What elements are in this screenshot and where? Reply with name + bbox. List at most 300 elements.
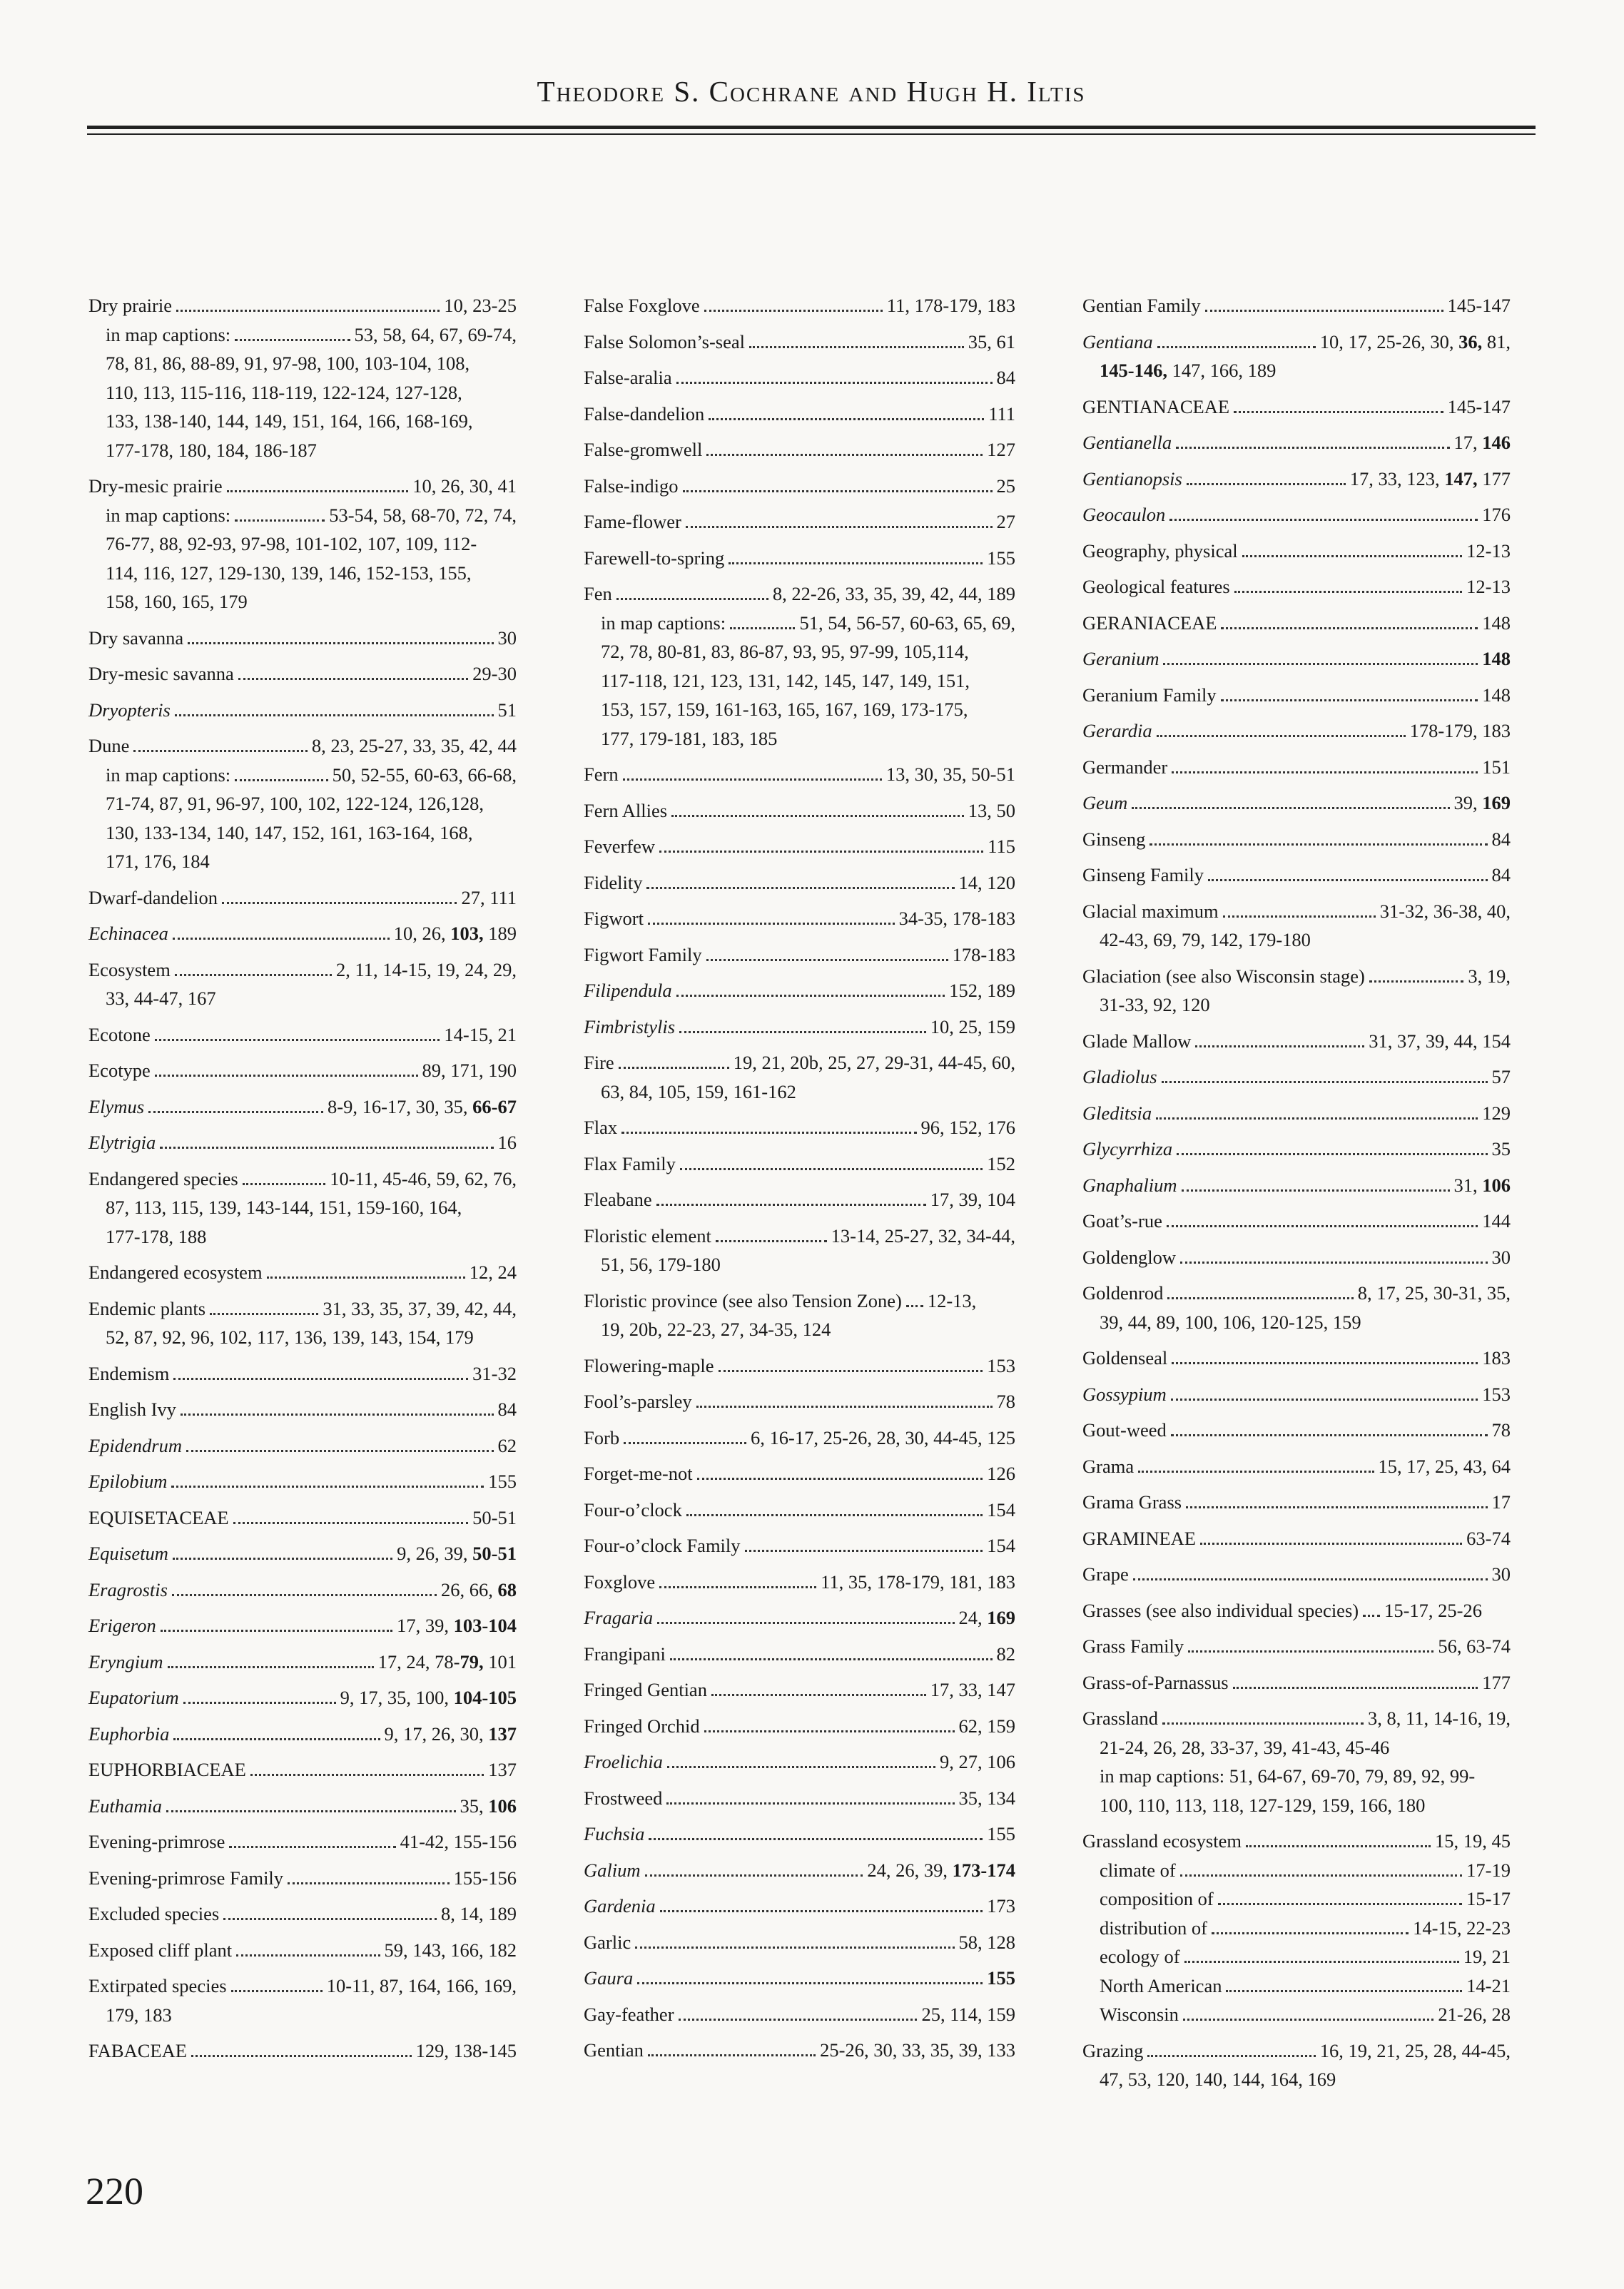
page-ref: 12-13,	[927, 1289, 977, 1311]
dot-leader	[657, 1622, 954, 1624]
page-refs	[940, 1747, 1015, 1777]
index-line	[584, 1496, 1015, 1525]
page-refs	[444, 291, 517, 320]
page-refs	[1492, 861, 1511, 890]
page-refs	[1448, 291, 1511, 320]
index-term: Dry-mesic savanna	[88, 663, 234, 684]
index-line	[88, 1720, 517, 1749]
page-ref: 2, 11, 14-15, 19, 24, 29,	[336, 958, 517, 980]
index-line	[584, 760, 1015, 789]
index-entry	[584, 1185, 1015, 1214]
index-term: Foxglove	[584, 1570, 656, 1593]
index-term: in map captions:	[106, 504, 231, 526]
dot-leader	[716, 1240, 827, 1242]
dot-leader	[1156, 1117, 1478, 1120]
page-refs	[1492, 825, 1511, 854]
page-ref: 39,	[1453, 792, 1483, 813]
page-ref: 103,	[450, 923, 484, 944]
index-line	[584, 1185, 1015, 1214]
index-line	[88, 1936, 517, 1965]
page-refs	[488, 1467, 517, 1496]
dot-leader	[1218, 1903, 1462, 1905]
dot-leader	[706, 959, 948, 961]
dot-leader	[704, 1730, 955, 1732]
page-ref: 9, 26, 39,	[397, 1543, 473, 1564]
continuation-line: 117-118, 121, 123, 131, 142, 145, 147, 149, 151,	[601, 669, 970, 691]
dot-leader	[181, 1414, 494, 1416]
page-ref: 106	[488, 1795, 517, 1817]
index-term: Dune	[88, 735, 130, 756]
index-entry	[1082, 1452, 1511, 1481]
index-term: Fern Allies	[584, 799, 668, 821]
dot-leader	[1233, 1687, 1478, 1689]
index-term: Fool’s-parsley	[584, 1391, 692, 1412]
page-ref: 24,	[958, 1607, 988, 1628]
index-line	[584, 1784, 1015, 1813]
page-ref: 111	[988, 402, 1015, 425]
dot-leader	[1162, 1081, 1488, 1083]
page-ref: 79,	[460, 1650, 484, 1673]
index-line	[88, 1467, 517, 1496]
dot-leader	[696, 1406, 993, 1408]
index-term: Gardenia	[584, 1895, 656, 1917]
index-term: False-dandelion	[584, 402, 705, 425]
page-ref: 16, 19, 21, 25, 28, 44-45,	[1319, 2039, 1511, 2061]
page-refs	[997, 1387, 1016, 1416]
page-refs	[968, 796, 1015, 826]
dot-leader	[1147, 2055, 1315, 2057]
dot-leader	[1226, 1990, 1462, 1992]
page-ref: 137	[488, 1759, 517, 1780]
index-entry	[88, 1128, 517, 1157]
index-entry	[88, 1395, 517, 1424]
dot-leader	[1172, 771, 1478, 773]
dot-leader	[173, 1738, 380, 1740]
dot-leader	[660, 1910, 983, 1912]
page-ref: 15, 19, 45	[1435, 1830, 1511, 1852]
dot-leader	[729, 562, 983, 564]
index-line	[584, 1603, 1015, 1633]
page-refs	[1466, 1856, 1511, 1885]
index-line	[1082, 753, 1511, 782]
page-refs	[444, 1020, 517, 1050]
index-term: Fire	[584, 1052, 614, 1073]
page-refs	[1320, 2036, 1511, 2066]
index-entry	[88, 1971, 517, 2029]
dot-leader	[161, 1630, 392, 1632]
index-line	[584, 1819, 1015, 1849]
dot-leader	[191, 2055, 412, 2057]
continuation-line: 47, 53, 120, 140, 144, 164, 169	[1100, 2069, 1336, 2090]
index-term: Gerardia	[1082, 720, 1152, 741]
index-term: Wisconsin	[1100, 2004, 1179, 2025]
index-line	[584, 1712, 1015, 1741]
page-refs	[997, 363, 1016, 392]
page-ref: 59, 143, 166, 182	[384, 1939, 517, 1961]
index-term: Geranium	[1082, 648, 1159, 669]
page-ref: 10, 26, 30, 41	[412, 475, 517, 497]
index-entry	[1082, 1279, 1511, 1336]
running-header: Theodore S. Cochrane and Hugh H. Iltis	[537, 75, 1086, 108]
page-ref: 147, 166, 189	[1167, 360, 1277, 381]
page-refs	[472, 1503, 517, 1533]
index-entry	[584, 832, 1015, 861]
dot-leader	[749, 346, 964, 348]
index-term: Dry savanna	[88, 626, 184, 649]
page-refs	[799, 609, 1015, 638]
page-ref: 66-67	[472, 1095, 517, 1117]
page-ref: 154	[987, 1498, 1015, 1521]
index-term: Dwarf-dandelion	[88, 886, 218, 908]
index-entry	[584, 1387, 1015, 1416]
dot-leader	[624, 1442, 746, 1444]
index-line	[1082, 1171, 1511, 1200]
page-refs	[1448, 392, 1511, 422]
dot-leader	[1150, 843, 1487, 846]
page-ref: 145-146,	[1100, 360, 1167, 381]
dot-leader	[160, 1147, 493, 1149]
index-term: North American	[1100, 1974, 1222, 1996]
dot-leader	[176, 310, 440, 312]
dot-leader	[166, 1810, 455, 1812]
page-refs	[1413, 1914, 1511, 1943]
page-refs	[397, 1611, 517, 1640]
dot-leader	[229, 1846, 395, 1848]
page-ref: 147,	[1444, 467, 1478, 489]
continuation-line: 33, 44-47, 167	[106, 988, 216, 1009]
page-ref: 35, 134	[958, 1787, 1015, 1809]
index-term: Ecotone	[88, 1023, 151, 1045]
page-ref: 155-156	[453, 1867, 517, 1889]
index-line	[1082, 1452, 1511, 1481]
page-refs	[1438, 2000, 1511, 2029]
index-entry	[88, 1020, 517, 1050]
dot-leader	[679, 2019, 918, 2021]
page-ref: 50-51	[472, 1543, 517, 1564]
dot-leader	[686, 1514, 983, 1516]
index-term: Four-o’clock Family	[584, 1535, 741, 1556]
index-line	[88, 1792, 517, 1821]
index-line	[584, 1351, 1015, 1381]
page-refs	[930, 1012, 1015, 1042]
index-term: EUPHORBIACEAE	[88, 1759, 246, 1780]
dot-leader	[686, 526, 993, 528]
index-entry	[1082, 962, 1511, 1020]
index-entry	[1082, 1207, 1511, 1236]
index-entry	[88, 2036, 517, 2066]
page-ref: 31, 37, 39, 44, 154	[1369, 1030, 1511, 1052]
page-refs	[751, 1423, 1015, 1453]
dot-leader	[621, 1132, 916, 1134]
index-entry	[1082, 1827, 1511, 2029]
page-ref: 10, 25, 159	[930, 1015, 1015, 1037]
dot-leader	[680, 1168, 983, 1170]
page-ref: 81,	[1482, 330, 1511, 352]
dot-leader	[1162, 1722, 1364, 1725]
index-term: distribution of	[1100, 1917, 1207, 1939]
index-entry	[584, 507, 1015, 537]
index-term: Grassland ecosystem	[1082, 1830, 1242, 1852]
page-ref: 96, 152, 176	[920, 1117, 1015, 1138]
continuation-line: 110, 113, 115-116, 118-119, 122-124, 127-128,	[106, 381, 462, 403]
index-entry	[584, 1351, 1015, 1381]
dot-leader	[172, 1594, 437, 1596]
dot-leader	[175, 974, 332, 976]
dot-leader	[235, 779, 328, 781]
page-refs	[1492, 1062, 1511, 1092]
index-term: Geum	[1082, 792, 1128, 813]
index-entry	[88, 1648, 517, 1677]
index-entry	[584, 400, 1015, 429]
index-term: in map captions:	[106, 763, 231, 786]
index-term: Gentian Family	[1082, 295, 1201, 316]
page-refs	[987, 1149, 1015, 1179]
dot-leader	[648, 2054, 816, 2056]
dot-leader	[1171, 1399, 1478, 1401]
index-term: Gentianella	[1082, 432, 1172, 453]
index-term: Figwort	[584, 908, 644, 929]
index-term: Goldenseal	[1082, 1347, 1168, 1369]
continuation-line: 31-33, 92, 120	[1100, 994, 1210, 1015]
page-refs	[498, 1395, 517, 1424]
page-refs	[1492, 1243, 1511, 1272]
index-entry	[584, 1149, 1015, 1179]
page-refs	[441, 1575, 517, 1605]
page-ref: 53-54, 58, 68-70, 72, 74,	[329, 504, 517, 526]
dot-leader	[683, 490, 993, 492]
dot-leader	[222, 902, 457, 904]
page-ref: 17, 33, 123,	[1349, 467, 1445, 489]
page-ref: 177	[1477, 467, 1511, 489]
page-ref: 10, 26,	[393, 923, 451, 944]
page-ref: 104-105	[453, 1687, 517, 1708]
page-refs	[385, 1720, 517, 1749]
dot-leader	[1176, 447, 1449, 449]
index-entry	[88, 1936, 517, 1965]
page-ref: 84	[497, 1399, 517, 1420]
dot-leader	[623, 778, 882, 781]
page-ref: 8, 23, 25-27, 33, 35, 42, 44	[311, 735, 517, 756]
page-ref: 24, 26, 39,	[867, 1859, 953, 1881]
page-ref: 8, 14, 189	[441, 1903, 517, 1924]
page-refs	[472, 1359, 517, 1389]
page-ref: 144	[1482, 1210, 1511, 1232]
index-column-2	[584, 291, 1015, 2072]
index-term: Goldenrod	[1082, 1282, 1164, 1304]
index-line	[584, 1012, 1015, 1042]
index-entry	[584, 435, 1015, 465]
index-entry	[584, 472, 1015, 501]
page-refs	[355, 320, 517, 350]
index-line	[1082, 291, 1511, 320]
page-ref: 50, 52-55, 60-63, 66-68,	[332, 763, 517, 786]
page-ref: 152	[987, 1152, 1015, 1174]
page-ref: 169	[1482, 792, 1511, 813]
page-ref: 30	[497, 626, 517, 649]
page-refs	[1482, 609, 1511, 638]
index-term: False-gromwell	[584, 439, 703, 460]
dot-leader	[171, 1486, 484, 1488]
index-entry	[88, 1056, 517, 1085]
index-line	[88, 1971, 517, 2001]
continuation-line: 177-178, 188	[106, 1225, 207, 1247]
index-entry	[1082, 1488, 1511, 1517]
page-refs	[987, 544, 1015, 573]
page-refs	[1482, 644, 1511, 674]
index-line	[1082, 1207, 1511, 1236]
page-ref: 21-26, 28	[1438, 2004, 1511, 2025]
page-refs	[1492, 1416, 1511, 1445]
page-refs	[336, 955, 517, 985]
page-refs	[987, 1892, 1015, 1921]
index-term: False Foxglove	[584, 295, 700, 316]
index-entry	[1082, 1380, 1511, 1409]
continuation-line: 133, 138-140, 144, 149, 151, 164, 166, 168-169,	[106, 410, 473, 432]
dot-leader	[649, 1838, 983, 1840]
index-term: Excluded species	[88, 1903, 220, 1924]
dot-leader	[1171, 1434, 1488, 1436]
page-refs	[959, 868, 1016, 898]
index-term: Floristic element	[584, 1224, 711, 1247]
page-ref: 148	[1482, 611, 1511, 634]
index-entry	[88, 1503, 517, 1533]
page-ref: 155	[488, 1471, 517, 1492]
page-ref: 16	[497, 1132, 517, 1153]
page-ref: 31-32	[472, 1362, 517, 1384]
page-refs	[1492, 1560, 1511, 1589]
index-entry	[1082, 428, 1511, 457]
page-refs	[928, 1286, 976, 1316]
page-refs	[1454, 788, 1511, 818]
page-refs	[400, 1827, 517, 1857]
index-term: Floristic province (see also Tension Zone)	[584, 1289, 902, 1311]
index-term: Germander	[1082, 756, 1168, 778]
dot-leader	[1208, 879, 1487, 881]
index-line	[584, 1286, 1015, 1316]
page-ref: 173-174	[952, 1859, 1015, 1881]
dot-leader	[155, 1039, 440, 1041]
page-refs	[1369, 1027, 1511, 1056]
index-line	[1082, 1135, 1511, 1164]
index-term: Evening-primrose Family	[88, 1867, 284, 1889]
index-line	[1082, 2036, 1511, 2066]
index-line	[1082, 1524, 1511, 1553]
index-term: Frangipani	[584, 1643, 666, 1665]
index-line	[1082, 962, 1511, 991]
header-rule-thin	[87, 133, 1536, 135]
index-subentry	[88, 501, 517, 530]
index-line	[1082, 1279, 1511, 1308]
dot-leader	[906, 1305, 923, 1307]
page-refs	[460, 1792, 517, 1821]
index-line	[1082, 1488, 1511, 1517]
index-entry	[584, 1531, 1015, 1560]
page-refs	[1466, 1971, 1511, 2001]
dot-leader	[173, 1558, 392, 1560]
page-ref: 17,	[1453, 432, 1483, 453]
index-line	[584, 1640, 1015, 1669]
page-ref: 154	[987, 1535, 1015, 1556]
continuation-line: 177-178, 180, 184, 186-187	[106, 439, 317, 461]
index-entry	[88, 1359, 517, 1389]
index-line	[1082, 500, 1511, 529]
index-term: False-indigo	[584, 474, 679, 497]
page-refs	[412, 472, 517, 501]
page-ref: 36,	[1458, 330, 1483, 352]
index-term: GENTIANACEAE	[1082, 395, 1230, 417]
index-line	[88, 624, 517, 653]
dot-leader	[1242, 555, 1463, 557]
index-entry	[88, 696, 517, 725]
dot-leader	[666, 1802, 954, 1805]
dot-leader	[173, 1378, 468, 1380]
dot-leader	[1188, 1650, 1433, 1653]
page-ref: 151	[1482, 756, 1511, 778]
page-ref: 19, 21, 20b, 25, 27, 29-31, 44-45, 60,	[733, 1052, 1015, 1073]
page-ref: 34-35, 178-183	[898, 908, 1015, 929]
page-refs	[394, 919, 517, 948]
index-entry	[1082, 1632, 1511, 1661]
index-term: Garlic	[584, 1931, 631, 1953]
page-ref: 89, 171, 190	[422, 1060, 517, 1081]
index-term: Grassland	[1082, 1707, 1158, 1729]
index-line	[1082, 716, 1511, 746]
index-subentry	[88, 761, 517, 790]
index-term: Fen	[584, 583, 612, 604]
index-term: Fimbristylis	[584, 1015, 676, 1037]
dot-leader	[1157, 346, 1316, 348]
index-term: Elymus	[88, 1095, 145, 1117]
dot-leader	[1182, 1189, 1450, 1192]
index-entry	[88, 1683, 517, 1712]
dot-leader	[235, 339, 350, 341]
index-line	[584, 363, 1015, 392]
page-ref: 153	[987, 1354, 1015, 1376]
page-ref: 84	[996, 367, 1015, 388]
index-line	[584, 976, 1015, 1005]
page-refs	[930, 1675, 1015, 1705]
index-term: Ecotype	[88, 1060, 151, 1081]
dot-leader	[1200, 1543, 1462, 1545]
page-ref: 35	[1491, 1138, 1511, 1159]
page-refs	[498, 696, 517, 725]
dot-leader	[706, 454, 983, 456]
page-ref: 35,	[460, 1795, 489, 1817]
index-term: Echinacea	[88, 923, 168, 944]
page-ref: 189	[483, 923, 517, 944]
index-entry	[1082, 1416, 1511, 1445]
index-line	[1082, 1027, 1511, 1056]
index-term: English Ivy	[88, 1399, 176, 1420]
page-refs	[734, 1048, 1015, 1077]
page-ref: 169	[987, 1607, 1015, 1628]
continuation-line: 63, 84, 105, 159, 161-162	[601, 1080, 796, 1102]
dot-leader	[1187, 483, 1346, 485]
dot-leader	[1180, 1874, 1462, 1877]
index-entry	[584, 1640, 1015, 1669]
index-entry	[584, 1048, 1015, 1106]
index-line	[584, 291, 1015, 320]
index-entry	[584, 868, 1015, 898]
dot-leader	[236, 1954, 380, 1956]
index-column-1	[88, 291, 517, 2073]
index-subentry	[88, 320, 517, 350]
continuation-line: 51, 56, 179-180	[601, 1254, 721, 1275]
continuation-line: 71-74, 87, 91, 96-97, 100, 102, 122-124, 126,128,	[106, 793, 484, 814]
page-ref: 17, 24, 78-	[377, 1650, 460, 1673]
page-refs	[454, 1864, 517, 1893]
page-ref: 145-147	[1447, 295, 1511, 316]
